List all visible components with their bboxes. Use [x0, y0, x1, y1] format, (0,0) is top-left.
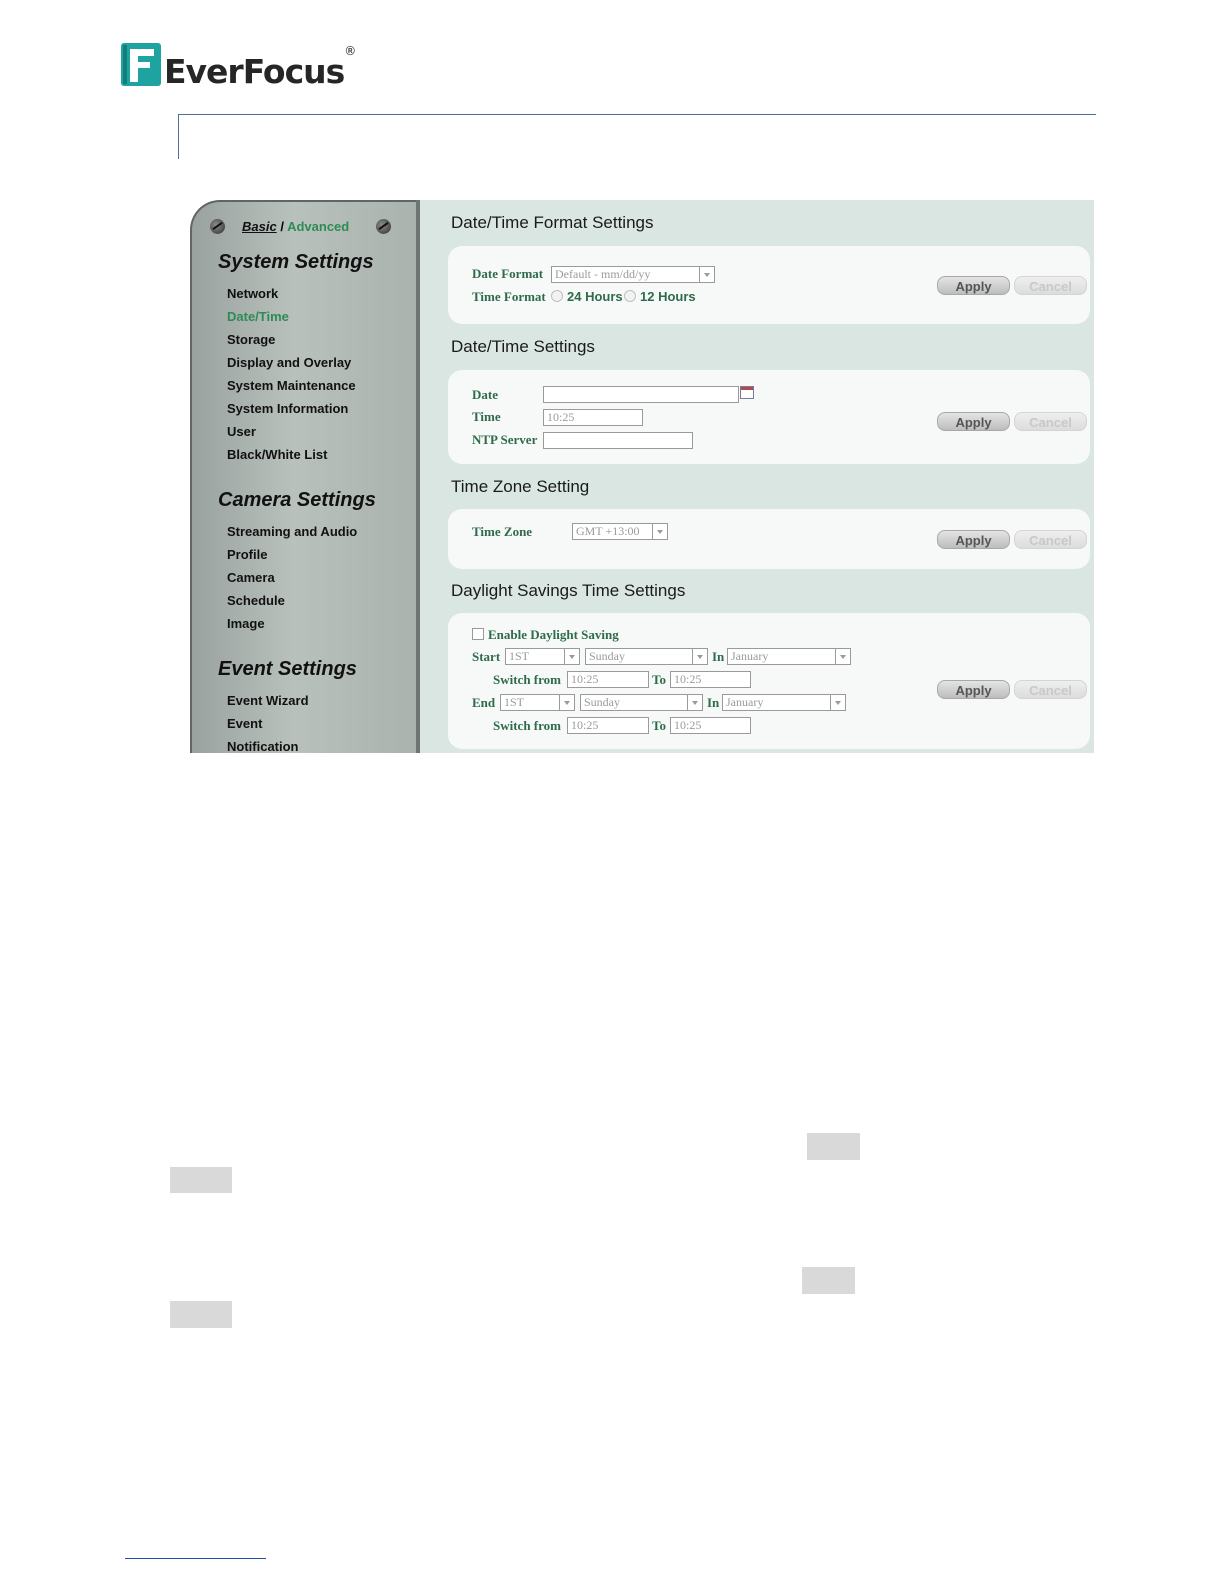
- ntp-server-label: NTP Server: [472, 432, 538, 447]
- sidebar-item-system-maintenance[interactable]: System Maintenance: [227, 378, 356, 393]
- chevron-down-icon: [687, 695, 702, 710]
- sidebar-item-streaming-audio[interactable]: Streaming and Audio: [227, 524, 358, 539]
- start-in-label: In: [712, 649, 725, 664]
- cancel-button[interactable]: Cancel: [1014, 530, 1087, 549]
- apply-button[interactable]: Apply: [937, 276, 1010, 295]
- apply-button[interactable]: Apply: [937, 530, 1010, 549]
- sidebar-item-image[interactable]: Image: [227, 616, 265, 631]
- start-switch-to-input[interactable]: 10:25: [670, 671, 751, 688]
- format-section-title: Date/Time Format Settings: [451, 213, 654, 232]
- time-zone-label: Time Zone: [472, 524, 533, 539]
- chevron-down-icon: [559, 695, 574, 710]
- sidebar-item-profile[interactable]: Profile: [227, 547, 268, 562]
- highlight-box: [170, 1301, 232, 1328]
- date-format-label: Date Format: [472, 266, 544, 281]
- advanced-mode-link[interactable]: Advanced: [287, 219, 350, 234]
- main-content: [420, 200, 1094, 753]
- end-switch-from-input[interactable]: 10:25: [567, 717, 649, 734]
- timezone-section-title: Time Zone Setting: [451, 477, 590, 496]
- start-day-select[interactable]: Sunday: [585, 648, 708, 665]
- start-to-label: To: [652, 672, 666, 687]
- end-week-select[interactable]: 1ST: [500, 694, 575, 711]
- sidebar-item-datetime[interactable]: Date/Time: [227, 309, 289, 324]
- camera-settings-title: Camera Settings: [218, 489, 376, 511]
- chevron-down-icon: [692, 649, 707, 664]
- date-label: Date: [472, 387, 498, 402]
- event-settings-title: Event Settings: [218, 658, 357, 680]
- start-switch-label: Switch from: [493, 672, 562, 687]
- brand-name: EverFocus®: [164, 44, 356, 91]
- calendar-icon[interactable]: [740, 386, 754, 399]
- sidebar-item-notification[interactable]: Notification: [227, 739, 299, 753]
- everfocus-logo-icon: [121, 43, 161, 86]
- option-12-hours-label: 12 Hours: [640, 289, 696, 304]
- cancel-button[interactable]: Cancel: [1014, 412, 1087, 431]
- date-format-select[interactable]: Default - mm/dd/yy: [551, 266, 715, 283]
- cancel-button[interactable]: Cancel: [1014, 680, 1087, 699]
- sidebar-item-user[interactable]: User: [227, 424, 256, 439]
- sidebar-item-storage[interactable]: Storage: [227, 332, 276, 347]
- start-week-select[interactable]: 1ST: [505, 648, 580, 665]
- sidebar-item-network[interactable]: Network: [227, 286, 279, 301]
- chevron-down-icon: [835, 649, 850, 664]
- sidebar-item-schedule[interactable]: Schedule: [227, 593, 285, 608]
- date-input[interactable]: [543, 386, 739, 403]
- sidebar-item-camera[interactable]: Camera: [227, 570, 275, 585]
- apply-button[interactable]: Apply: [937, 680, 1010, 699]
- end-in-label: In: [707, 695, 720, 710]
- start-label: Start: [472, 649, 501, 664]
- system-settings-title: System Settings: [218, 251, 374, 273]
- header-rule-vertical: [178, 114, 179, 159]
- time-zone-select[interactable]: GMT +13:00: [572, 523, 668, 540]
- time-label: Time: [472, 409, 501, 424]
- end-switch-to-input[interactable]: 10:25: [670, 717, 751, 734]
- enable-dst-label: Enable Daylight Saving: [488, 627, 619, 642]
- highlight-box: [807, 1133, 860, 1160]
- radio-24-hours[interactable]: [551, 290, 563, 302]
- end-month-select[interactable]: January: [722, 694, 846, 711]
- chevron-down-icon: [652, 524, 667, 539]
- radio-12-hours[interactable]: [624, 290, 636, 302]
- chevron-down-icon: [830, 695, 845, 710]
- option-24-hours-label: 24 Hours: [567, 289, 623, 304]
- chevron-down-icon: [564, 649, 579, 664]
- screw-icon: [210, 219, 225, 234]
- footer-rule: [125, 1558, 266, 1559]
- end-label: End: [472, 695, 496, 710]
- screw-icon: [376, 219, 391, 234]
- time-format-label: Time Format: [472, 289, 546, 304]
- mode-switch: Basic / Advanced: [242, 219, 350, 234]
- sidebar-item-black-white-list[interactable]: Black/White List: [227, 447, 328, 462]
- cancel-button[interactable]: Cancel: [1014, 276, 1087, 295]
- end-switch-label: Switch from: [493, 718, 562, 733]
- time-input[interactable]: 10:25: [543, 409, 643, 426]
- basic-mode-link[interactable]: Basic: [242, 219, 277, 234]
- chevron-down-icon: [699, 267, 714, 282]
- sidebar-item-display-overlay[interactable]: Display and Overlay: [227, 355, 352, 370]
- highlight-box: [170, 1167, 232, 1193]
- start-switch-from-input[interactable]: 10:25: [567, 671, 649, 688]
- highlight-box: [802, 1267, 855, 1294]
- enable-dst-checkbox[interactable]: [472, 628, 484, 640]
- ntp-server-input[interactable]: [543, 432, 693, 449]
- dst-section-title: Daylight Savings Time Settings: [451, 581, 686, 600]
- sidebar-item-event-wizard[interactable]: Event Wizard: [227, 693, 309, 708]
- header-rule: [178, 114, 1096, 115]
- sidebar-item-system-information[interactable]: System Information: [227, 401, 349, 416]
- sidebar-item-event[interactable]: Event: [227, 716, 263, 731]
- start-month-select[interactable]: January: [727, 648, 851, 665]
- settings-screenshot: [190, 200, 1094, 753]
- end-day-select[interactable]: Sunday: [580, 694, 703, 711]
- end-to-label: To: [652, 718, 666, 733]
- apply-button[interactable]: Apply: [937, 412, 1010, 431]
- datetime-section-title: Date/Time Settings: [451, 337, 595, 356]
